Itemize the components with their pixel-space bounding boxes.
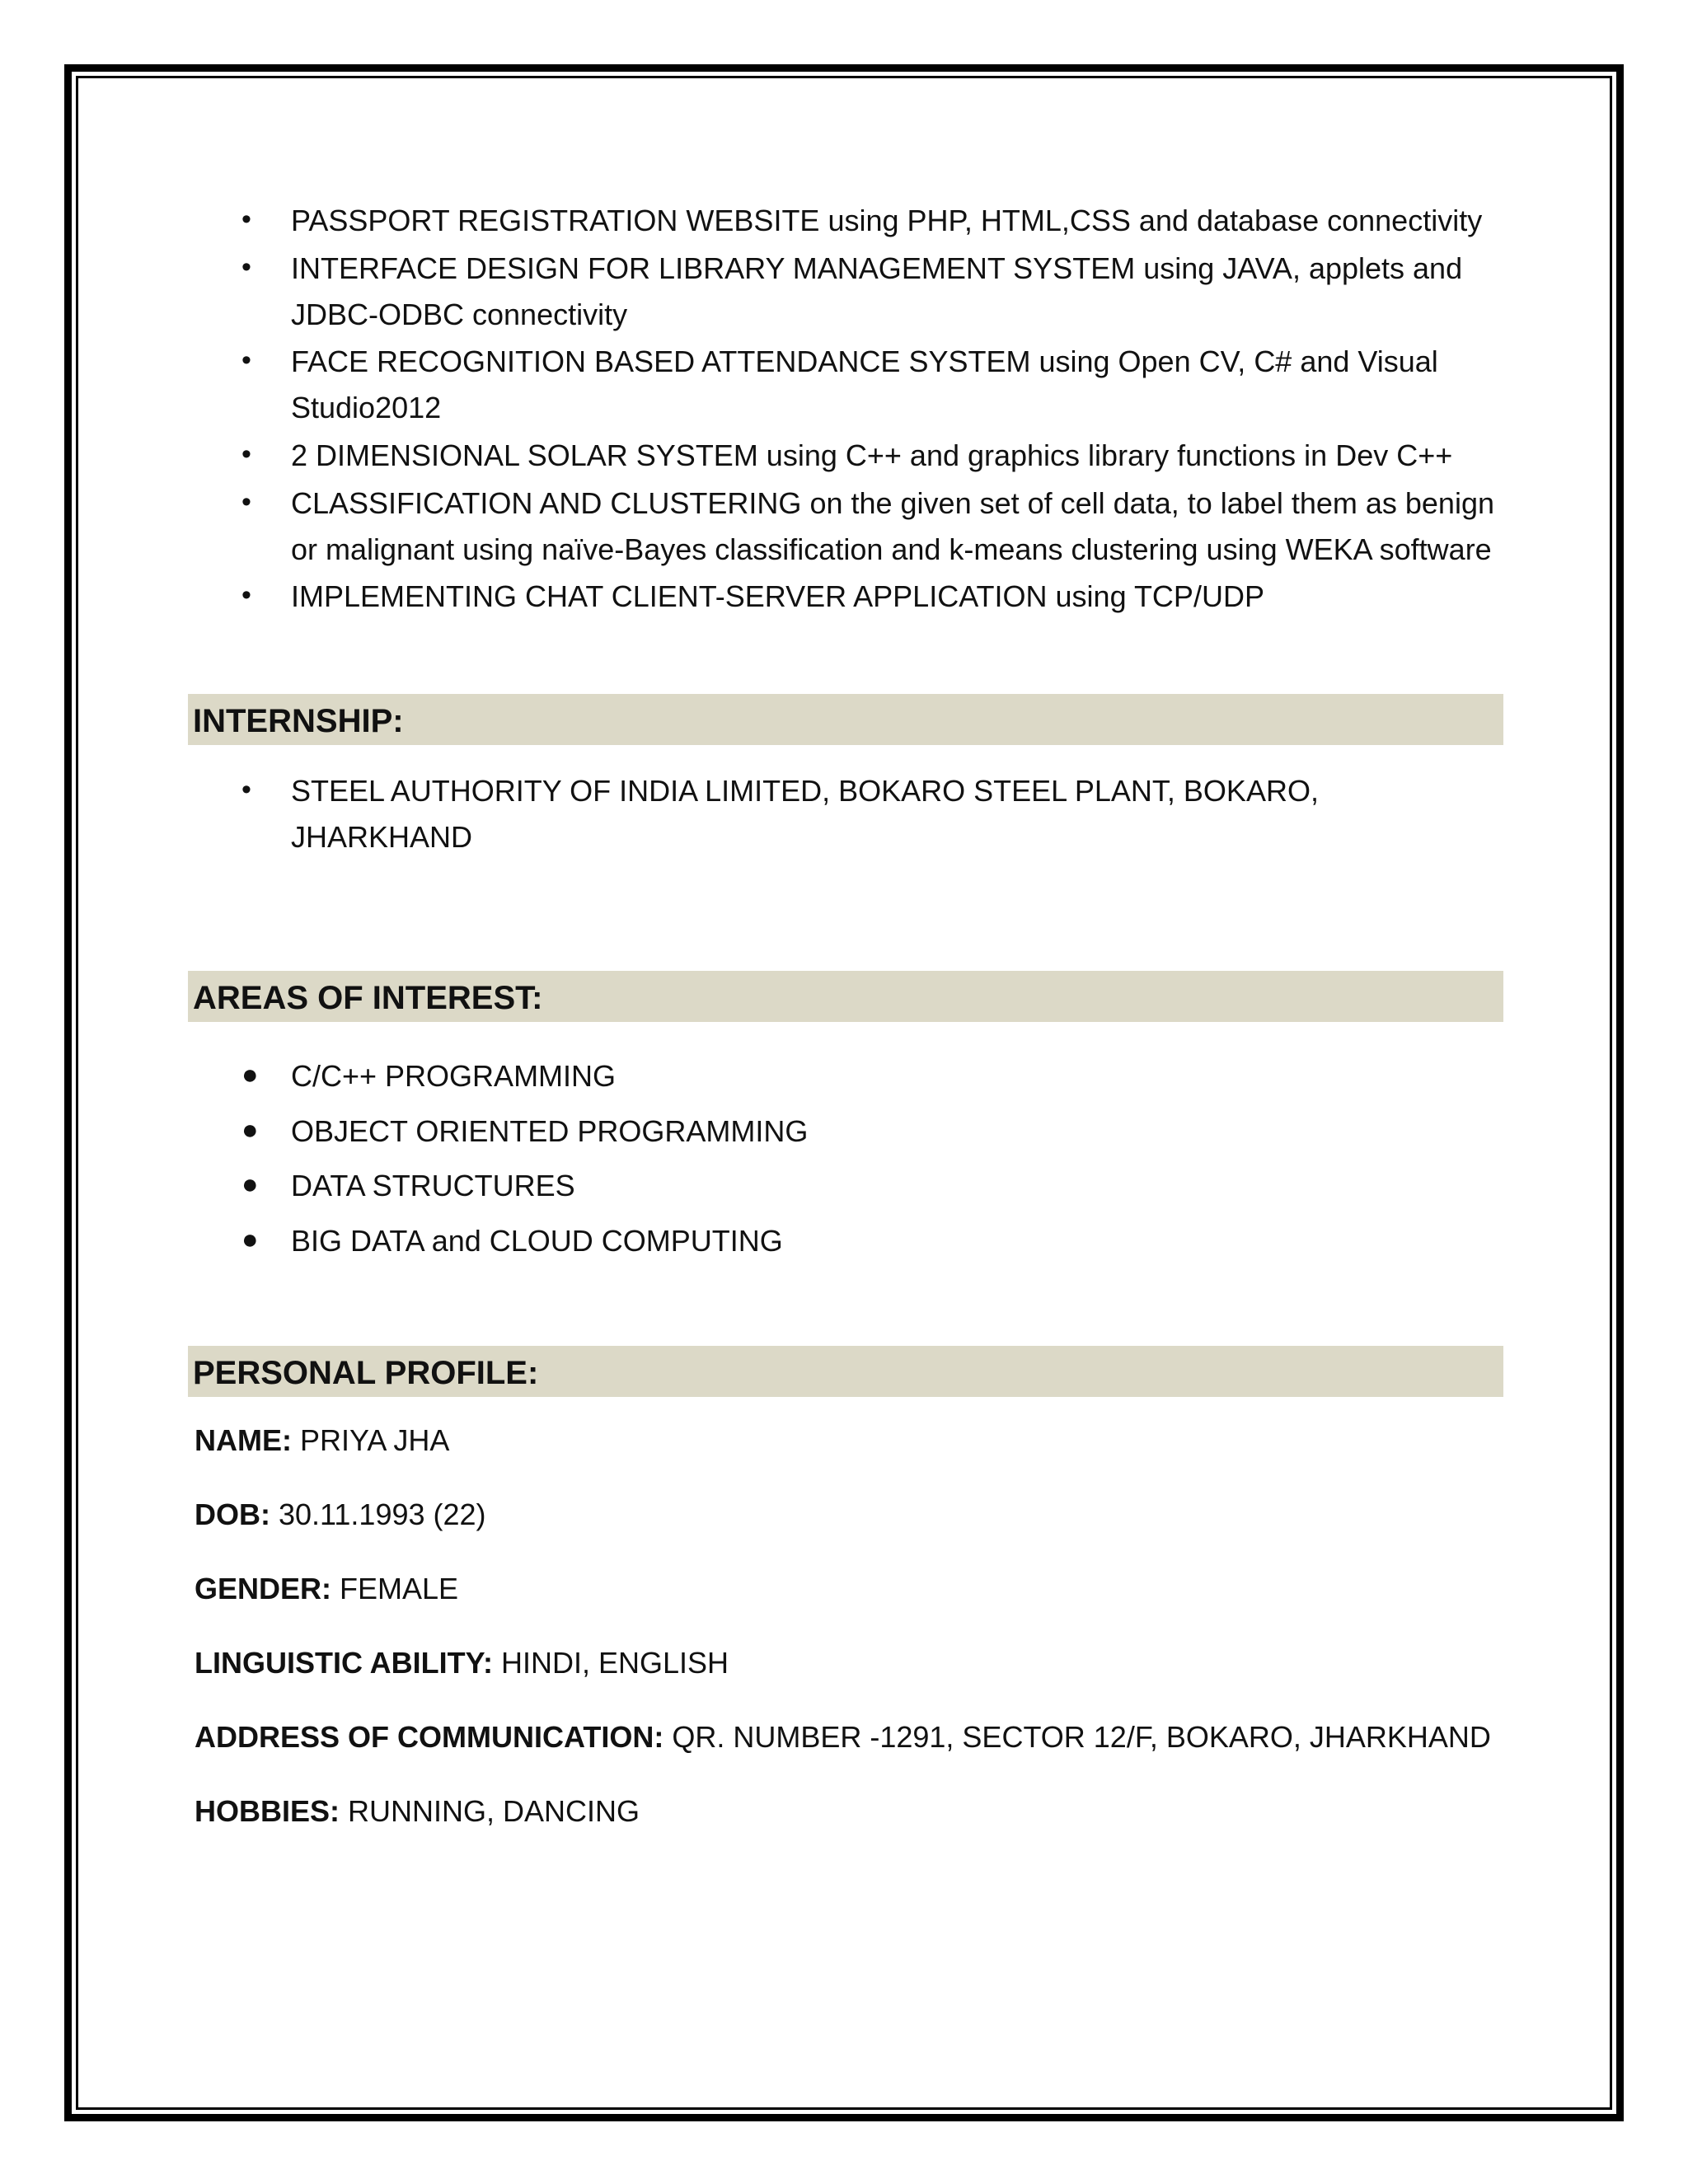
- profile-address-row: [195, 1700, 1497, 1774]
- list-item: • 2 DIMENSIONAL SOLAR SYSTEM using C++ and graphics library functions in Dev C++: [188, 433, 1497, 479]
- internship-list: [188, 768, 1497, 860]
- profile-gender-row: [195, 1552, 1497, 1626]
- field-value: RUNNING, DANCING: [348, 1793, 640, 1828]
- profile-languages-row: [195, 1626, 1497, 1700]
- bullet-icon: ●: [241, 1224, 259, 1256]
- field-value: QR. NUMBER -1291, SECTOR 12/F, BOKARO, JHARKHAND: [672, 1719, 1491, 1754]
- profile-heading: PERSONAL PROFILE:: [188, 1346, 1503, 1397]
- bullet-icon: •: [241, 774, 251, 806]
- bullet-icon: •: [241, 485, 251, 518]
- bullet-icon: •: [241, 438, 251, 470]
- resume-content: [195, 198, 1497, 1849]
- list-item: ● BIG DATA and CLOUD COMPUTING: [188, 1218, 1497, 1264]
- field-value: FEMALE: [340, 1571, 459, 1605]
- bullet-icon: •: [241, 579, 251, 612]
- projects-list: [188, 198, 1497, 620]
- profile-section: [195, 1404, 1497, 1849]
- field-label: DOB:: [195, 1497, 270, 1531]
- list-item: • FACE RECOGNITION BASED ATTENDANCE SYSTEM using Open CV, C# and Visual Studio2012: [188, 339, 1497, 431]
- profile-dob-row: [195, 1478, 1497, 1552]
- profile-hobbies-row: [195, 1774, 1497, 1849]
- bullet-icon: •: [241, 251, 251, 283]
- bullet-icon: •: [241, 204, 251, 235]
- field-label: ADDRESS OF COMMUNICATION:: [195, 1719, 664, 1754]
- bullet-icon: ●: [241, 1058, 259, 1090]
- bullet-icon: ●: [241, 1169, 259, 1201]
- list-item: ● OBJECT ORIENTED PROGRAMMING: [188, 1108, 1497, 1155]
- field-label: HOBBIES:: [195, 1793, 340, 1828]
- field-value: 30.11.1993 (22): [279, 1497, 486, 1531]
- internship-heading: INTERNSHIP:: [188, 694, 1503, 745]
- list-item: ● C/C++ PROGRAMMING: [188, 1053, 1497, 1099]
- list-item: • INTERFACE DESIGN FOR LIBRARY MANAGEMENT SYSTEM using JAVA, applets and JDBC-ODBC connectivity: [188, 246, 1497, 338]
- list-item: ● DATA STRUCTURES: [188, 1163, 1497, 1209]
- bullet-icon: •: [241, 344, 251, 377]
- field-label: LINGUISTIC ABILITY:: [195, 1645, 493, 1680]
- list-item: • PASSPORT REGISTRATION WEBSITE using PHP, HTML,CSS and database connectivity: [188, 198, 1497, 244]
- list-item: • IMPLEMENTING CHAT CLIENT-SERVER APPLICATION using TCP/UDP: [188, 574, 1497, 620]
- list-item: • STEEL AUTHORITY OF INDIA LIMITED, BOKARO STEEL PLANT, BOKARO, JHARKHAND: [188, 768, 1497, 860]
- field-value: PRIYA JHA: [300, 1422, 450, 1457]
- field-label: GENDER:: [195, 1571, 332, 1605]
- interests-list: [188, 1053, 1497, 1264]
- profile-name-row: [195, 1404, 1497, 1478]
- bullet-icon: ●: [241, 1113, 259, 1146]
- field-label: NAME:: [195, 1422, 292, 1457]
- interests-heading: AREAS OF INTEREST:: [188, 971, 1503, 1022]
- list-item: • CLASSIFICATION AND CLUSTERING on the given set of cell data, to label them as benign or malignant using naïve-Bayes classification and k-means clustering using WEKA software: [188, 480, 1497, 573]
- field-value: HINDI, ENGLISH: [500, 1645, 729, 1680]
